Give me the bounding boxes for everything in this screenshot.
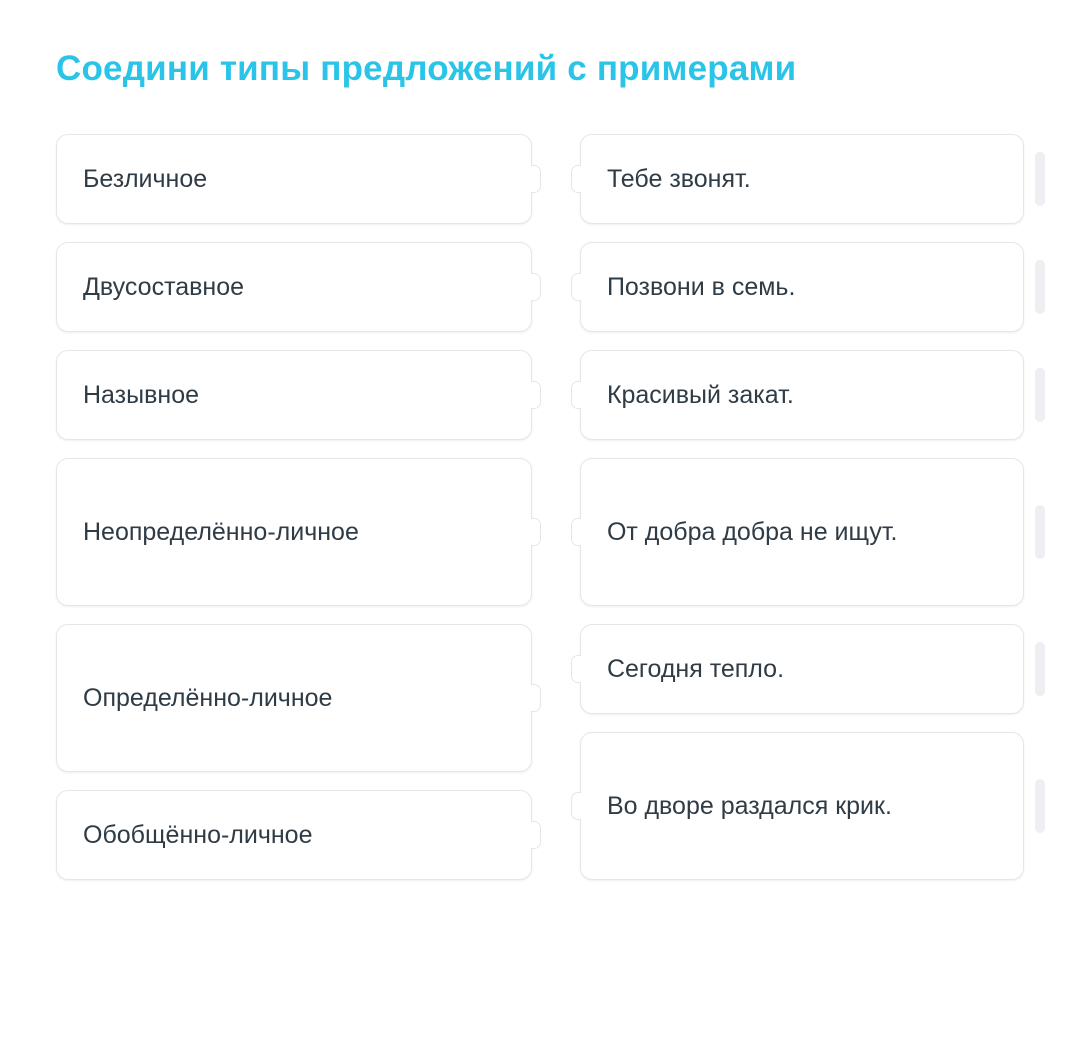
- sentence-type-card[interactable]: [56, 134, 532, 224]
- connector-nub-icon[interactable]: [531, 821, 541, 849]
- sentence-type-label: Двусоставное: [83, 272, 245, 301]
- sentence-example-label: Красивый закат.: [606, 380, 794, 409]
- sentence-example-label: Сегодня тепло.: [606, 654, 785, 683]
- sentence-example-label: Во дворе раздался крик.: [606, 791, 892, 820]
- sentence-example-card[interactable]: [580, 458, 1024, 606]
- sentence-type-label: Безличное: [83, 164, 208, 193]
- sentence-type-card[interactable]: [56, 242, 532, 332]
- sentence-example-label: От добра добра не ищут.: [606, 517, 898, 546]
- sentence-example-label: Позвони в семь.: [606, 272, 796, 301]
- page-title: Соедини типы предложений с примерами: [56, 49, 797, 88]
- drag-handle[interactable]: [1035, 152, 1045, 206]
- connector-nub-icon[interactable]: [571, 273, 581, 301]
- sentence-example-label: Тебе звонят.: [606, 164, 751, 193]
- sentence-example-card[interactable]: [580, 242, 1024, 332]
- connector-nub-icon[interactable]: [571, 655, 581, 683]
- drag-handle[interactable]: [1035, 260, 1045, 314]
- drag-handle[interactable]: [1035, 368, 1045, 422]
- drag-handle[interactable]: [1035, 779, 1045, 833]
- sentence-type-label: Определённо-личное: [83, 683, 333, 712]
- sentence-example-card[interactable]: [580, 350, 1024, 440]
- sentence-type-card[interactable]: [56, 624, 532, 772]
- sentence-type-card[interactable]: [56, 458, 532, 606]
- drag-handle[interactable]: [1035, 642, 1045, 696]
- sentence-type-label: Неопределённо-личное: [83, 517, 359, 546]
- sentence-types-column: [56, 134, 532, 880]
- sentence-example-card[interactable]: [580, 732, 1024, 880]
- connector-nub-icon[interactable]: [531, 381, 541, 409]
- connector-nub-icon[interactable]: [571, 381, 581, 409]
- connector-nub-icon[interactable]: [571, 518, 581, 546]
- sentence-type-label: Назывное: [83, 380, 200, 409]
- connector-nub-icon[interactable]: [531, 518, 541, 546]
- sentence-examples-column: [580, 134, 1024, 880]
- sentence-type-card[interactable]: [56, 790, 532, 880]
- sentence-type-label: Обобщённо-личное: [83, 820, 313, 849]
- sentence-example-card[interactable]: [580, 134, 1024, 224]
- drag-handle[interactable]: [1035, 505, 1045, 559]
- sentence-example-card[interactable]: [580, 624, 1024, 714]
- connector-nub-icon[interactable]: [571, 792, 581, 820]
- connector-nub-icon[interactable]: [531, 165, 541, 193]
- connector-nub-icon[interactable]: [571, 165, 581, 193]
- connector-nub-icon[interactable]: [531, 684, 541, 712]
- connector-nub-icon[interactable]: [531, 273, 541, 301]
- sentence-type-card[interactable]: [56, 350, 532, 440]
- matching-exercise: [56, 134, 1024, 880]
